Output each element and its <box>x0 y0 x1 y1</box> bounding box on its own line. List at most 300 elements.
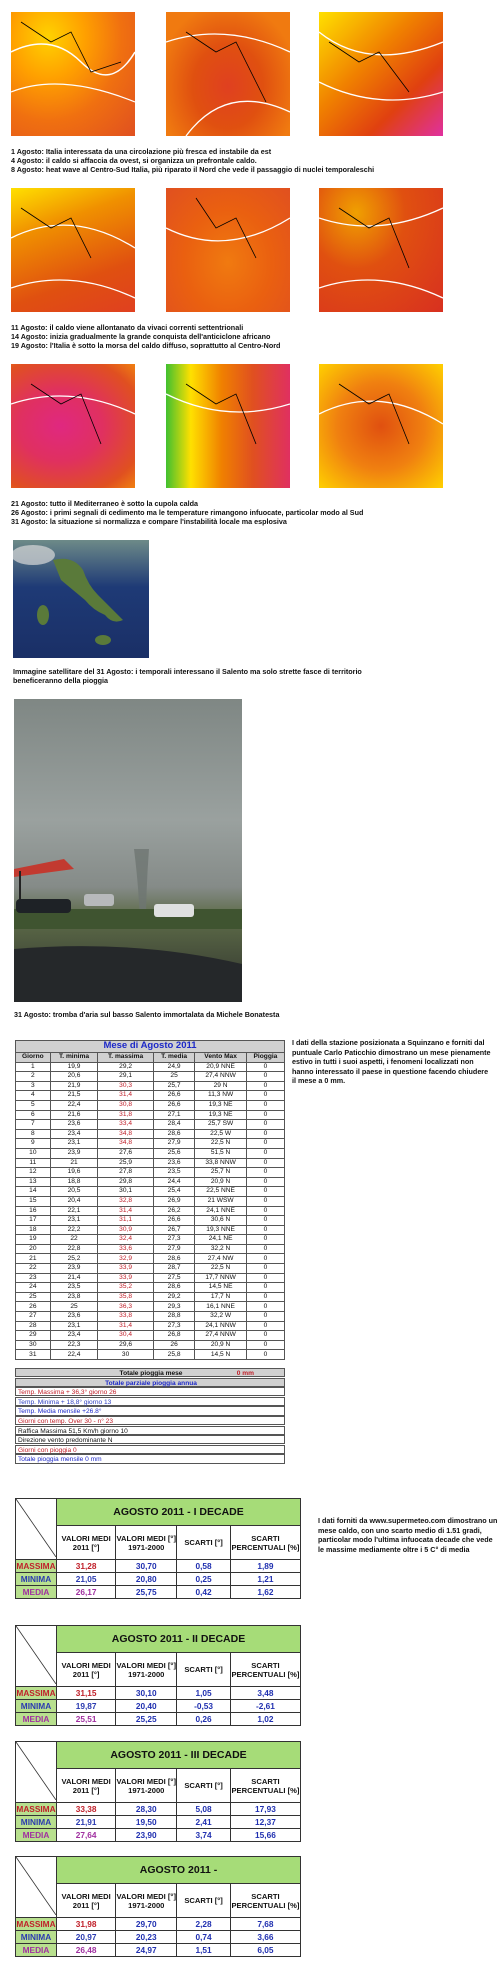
table-cell: 11,3 NW <box>195 1091 247 1101</box>
table-cell: 32,9 <box>98 1254 154 1264</box>
summary-line <box>15 1368 285 1377</box>
table-cell: 33,6 <box>98 1244 154 1254</box>
table-row <box>16 1187 285 1197</box>
table-cell: 30 <box>98 1350 154 1360</box>
table-cell: 30,9 <box>98 1225 154 1235</box>
table-cell: 22,3 <box>50 1340 98 1350</box>
decade-cell: 2,41 <box>177 1816 231 1829</box>
weather-map-9 <box>319 364 443 488</box>
table-cell: 28 <box>16 1321 51 1331</box>
table-cell: 21,9 <box>50 1081 98 1091</box>
weather-map-8 <box>166 364 290 488</box>
decade-row <box>16 1586 301 1599</box>
table-cell: 0 <box>246 1177 284 1187</box>
table-cell: 29,6 <box>98 1340 154 1350</box>
summary-text: Giorni con pioggia 0 <box>18 1446 77 1454</box>
table-cell: 26 <box>16 1302 51 1312</box>
table-row <box>16 1225 285 1235</box>
table-cell: 15 <box>16 1196 51 1206</box>
decade-col-header: SCARTI [°] <box>177 1769 231 1803</box>
table-row <box>16 1321 285 1331</box>
table-cell: 22,4 <box>50 1350 98 1360</box>
decade-cell: 2,28 <box>177 1918 231 1931</box>
table-cell: 28,8 <box>153 1312 194 1322</box>
station-note: I dati della stazione posizionata a Squinzano e forniti dal puntuale Carlo Paticchio dimostrano un mese pienamente estivo in tutti i suoi aspetti, i fenomeni localizzati non hanno interessato il paese in questione facendo chiudere il mese a 0 mm. <box>292 1038 491 1086</box>
table-cell: 0 <box>246 1062 284 1072</box>
table-cell: 0 <box>246 1312 284 1322</box>
table-cell: 29,2 <box>98 1062 154 1072</box>
table-row <box>16 1177 285 1187</box>
table-cell: 17,7 NNW <box>195 1273 247 1283</box>
table-cell: 36,3 <box>98 1302 154 1312</box>
table-cell: 13 <box>16 1177 51 1187</box>
table-cell: 0 <box>246 1129 284 1139</box>
decade-cell: MEDIA <box>16 1829 57 1842</box>
table-cell: 29 N <box>195 1081 247 1091</box>
table-row <box>16 1110 285 1120</box>
table-cell: 24 <box>16 1283 51 1293</box>
table-cell: 22 <box>16 1264 51 1274</box>
table-cell: 31,4 <box>98 1091 154 1101</box>
table-row <box>16 1340 285 1350</box>
table-cell: 16 <box>16 1206 51 1216</box>
table-cell: 33,4 <box>98 1120 154 1130</box>
table-cell: 31,8 <box>98 1110 154 1120</box>
caption-line: 31 Agosto: la situazione si normalizza e compare l'instabilità locale ma esplosiva <box>11 517 287 526</box>
table-cell: 30 <box>16 1340 51 1350</box>
decade-table <box>15 1741 301 1842</box>
decade-cell: 0,58 <box>177 1560 231 1573</box>
decade-cell: MEDIA <box>16 1713 57 1726</box>
table-cell: 18 <box>16 1225 51 1235</box>
table-cell: 19,3 NNE <box>195 1225 247 1235</box>
decade-col-header: VALORI MEDI 2011 [°] <box>57 1653 116 1687</box>
table-cell: 51,5 N <box>195 1148 247 1158</box>
table-cell: 34,8 <box>98 1129 154 1139</box>
decade-cell: -0,53 <box>177 1700 231 1713</box>
table-cell: 27,4 NNW <box>195 1331 247 1341</box>
table-cell: 27,6 <box>98 1148 154 1158</box>
summary-line <box>15 1435 285 1444</box>
decade-cell: 20,40 <box>116 1700 177 1713</box>
summary-text: Totale pioggia mensile 0 mm <box>18 1456 102 1464</box>
decade-cell: 26,48 <box>57 1944 116 1957</box>
caption-line: 4 Agosto: il caldo si affaccia da ovest, si organizza un prefrontale caldo. <box>11 156 257 165</box>
summary-text: Temp. Massima + 36,3° giorno 26 <box>18 1389 117 1397</box>
table-row <box>16 1264 285 1274</box>
table-cell: 0 <box>246 1244 284 1254</box>
decade-cell: MEDIA <box>16 1944 57 1957</box>
decade-title: AGOSTO 2011 - III DECADE <box>57 1742 301 1769</box>
table-cell: 22,4 <box>50 1100 98 1110</box>
table-cell: 29 <box>16 1331 51 1341</box>
decade-col-header: SCARTI PERCENTUALI [%] <box>230 1653 300 1687</box>
table-cell: 20,9 N <box>195 1340 247 1350</box>
table-cell: 11 <box>16 1158 51 1168</box>
table-cell: 33,9 <box>98 1273 154 1283</box>
weather-map-4 <box>11 188 135 312</box>
table-cell: 0 <box>246 1100 284 1110</box>
decade-cell: 24,97 <box>116 1944 177 1957</box>
table-cell: 25 <box>50 1302 98 1312</box>
table-cell: 2 <box>16 1072 51 1082</box>
photo-scene <box>14 699 242 1002</box>
table-cell: 25,9 <box>98 1158 154 1168</box>
decade-cell: 25,25 <box>116 1713 177 1726</box>
decade-table <box>15 1498 301 1599</box>
caption-line: 11 Agosto: il caldo viene allontanato da vivaci correnti settentrionali <box>11 323 244 332</box>
decade-cell: 1,05 <box>177 1687 231 1700</box>
table-cell: 28,7 <box>153 1264 194 1274</box>
decade-cell: 26,17 <box>57 1586 116 1599</box>
decade-cell: MASSIMA <box>16 1688 56 1698</box>
corner-cell <box>16 1742 57 1803</box>
decade-row <box>16 1931 301 1944</box>
table-row <box>16 1081 285 1091</box>
table-cell: 4 <box>16 1091 51 1101</box>
table-cell: 0 <box>246 1158 284 1168</box>
decade-note: I dati forniti da www.supermeteo.com dimostrano un mese caldo, con uno scarto medio di 1.51 gradi, particolar modo l'ultima infuocata decade che vede le massime mediamente oltre i 5 C° di media <box>318 1516 498 1554</box>
decade-row <box>16 1687 301 1700</box>
decade-cell: 30,10 <box>116 1687 177 1700</box>
table-cell: 34,8 <box>98 1139 154 1149</box>
table-cell: 22 <box>50 1235 98 1245</box>
decade-col-header: VALORI MEDI [°] 1971-2000 <box>116 1653 177 1687</box>
table-cell: 32,8 <box>98 1196 154 1206</box>
table-row <box>16 1292 285 1302</box>
decade-cell: 27,64 <box>57 1829 116 1842</box>
decade-col-header: SCARTI [°] <box>177 1526 231 1560</box>
table-row <box>16 1283 285 1293</box>
weather-map-2 <box>166 12 290 136</box>
decade-table <box>15 1625 301 1726</box>
decade-col-header: SCARTI PERCENTUALI [%] <box>230 1769 300 1803</box>
table-row <box>16 1120 285 1130</box>
table-cell: 21,4 <box>50 1273 98 1283</box>
decade-cell: 1,62 <box>230 1586 300 1599</box>
decade-cell: MEDIA <box>16 1586 57 1599</box>
table-cell: 35,2 <box>98 1283 154 1293</box>
table-cell: 0 <box>246 1168 284 1178</box>
table-cell: 23,9 <box>50 1148 98 1158</box>
table-cell: 0 <box>246 1264 284 1274</box>
table-cell: 23,1 <box>50 1321 98 1331</box>
weather-map-7 <box>11 364 135 488</box>
decade-col-header: SCARTI PERCENTUALI [%] <box>230 1884 300 1918</box>
table-cell: 22,5 NNE <box>195 1187 247 1197</box>
table-cell: 24,9 <box>153 1062 194 1072</box>
summary-text: Temp. Media mensile +26.8° <box>18 1408 102 1416</box>
table-cell: 0 <box>246 1196 284 1206</box>
decade-title: AGOSTO 2011 - I DECADE <box>57 1499 301 1526</box>
corner-cell <box>16 1857 57 1918</box>
weather-map-3 <box>319 12 443 136</box>
table-row <box>16 1206 285 1216</box>
caption-line: 14 Agosto: inizia gradualmente la grande conquista dell'anticiclone africano <box>11 332 271 341</box>
table-row <box>16 1168 285 1178</box>
summary-line <box>15 1454 285 1463</box>
decade-cell: MASSIMA <box>16 1561 56 1571</box>
table-cell: 28,6 <box>153 1129 194 1139</box>
caption-line: beneficeranno della pioggia <box>13 676 109 685</box>
table-cell: 0 <box>246 1350 284 1360</box>
col-header: T. media <box>153 1053 194 1063</box>
table-cell: 23,6 <box>50 1312 98 1322</box>
station-header-row <box>16 1053 285 1063</box>
caption-line: Immagine satellitare del 31 Agosto: i temporali interessano il Salento ma solo strette fasce di territorio <box>13 667 362 676</box>
decade-cell: 28,30 <box>116 1803 177 1816</box>
table-row <box>16 1244 285 1254</box>
table-cell: 32,2 W <box>195 1312 247 1322</box>
table-cell: 29,3 <box>153 1302 194 1312</box>
table-cell: 0 <box>246 1283 284 1293</box>
table-row <box>16 1139 285 1149</box>
caption-line: 8 Agosto: heat wave al Centro-Sud Italia, più riparato il Nord che vede il passaggio di nuclei temporaleschi <box>11 165 375 174</box>
decade-cell: 31,28 <box>57 1560 116 1573</box>
summary-text: Raffica Massima 51,5 Km/h giorno 10 <box>18 1427 128 1435</box>
table-cell: 30,8 <box>98 1100 154 1110</box>
table-cell: 26,8 <box>153 1331 194 1341</box>
decade-cell: 21,05 <box>57 1573 116 1586</box>
table-cell: 23,1 <box>50 1216 98 1226</box>
table-cell: 35,8 <box>98 1292 154 1302</box>
table-cell: 20,9 NNE <box>195 1062 247 1072</box>
table-cell: 29,1 <box>98 1072 154 1082</box>
decade-cell: 0,42 <box>177 1586 231 1599</box>
table-cell: 17,7 N <box>195 1292 247 1302</box>
table-cell: 31,1 <box>98 1216 154 1226</box>
summary-line <box>15 1445 285 1454</box>
decade-col-header: VALORI MEDI [°] 1971-2000 <box>116 1526 177 1560</box>
weather-map-1 <box>11 12 135 136</box>
table-cell: 14 <box>16 1187 51 1197</box>
table-cell: 25,7 <box>153 1081 194 1091</box>
station-table <box>15 1040 285 1360</box>
decade-cell: 15,66 <box>230 1829 300 1842</box>
decade-cell: 29,70 <box>116 1918 177 1931</box>
table-row <box>16 1350 285 1360</box>
table-cell: 25,2 <box>50 1254 98 1264</box>
table-cell: 27,3 <box>153 1235 194 1245</box>
table-cell: 21,5 <box>50 1091 98 1101</box>
table-cell: 27,4 NNW <box>195 1072 247 1082</box>
decade-col-header: SCARTI [°] <box>177 1653 231 1687</box>
decade-cell: MINIMA <box>16 1573 57 1586</box>
table-cell: 22,5 W <box>195 1129 247 1139</box>
table-cell: 26,6 <box>153 1100 194 1110</box>
table-cell: 25 <box>16 1292 51 1302</box>
summary-text: Totale pioggia mese <box>119 1370 183 1377</box>
decade-col-header: VALORI MEDI [°] 1971-2000 <box>116 1769 177 1803</box>
table-cell: 7 <box>16 1120 51 1130</box>
table-cell: 30,1 <box>98 1187 154 1197</box>
table-cell: 0 <box>246 1072 284 1082</box>
table-cell: 28,6 <box>153 1283 194 1293</box>
table-row <box>16 1148 285 1158</box>
col-header: Pioggia <box>246 1053 284 1063</box>
table-cell: 29,2 <box>153 1292 194 1302</box>
table-row <box>16 1254 285 1264</box>
table-cell: 23,4 <box>50 1129 98 1139</box>
summary-line <box>15 1406 285 1415</box>
decade-cell: 3,74 <box>177 1829 231 1842</box>
table-row <box>16 1196 285 1206</box>
decade-col-header: VALORI MEDI [°] 1971-2000 <box>116 1884 177 1918</box>
table-cell: 23,1 <box>50 1139 98 1149</box>
caption-group-2 <box>11 323 491 350</box>
table-cell: 16,1 NNE <box>195 1302 247 1312</box>
table-cell: 22,2 <box>50 1225 98 1235</box>
table-cell: 19,3 NE <box>195 1110 247 1120</box>
table-cell: 0 <box>246 1273 284 1283</box>
decade-cell: 5,08 <box>177 1803 231 1816</box>
col-header: T. massima <box>98 1053 154 1063</box>
table-cell: 22,1 <box>50 1206 98 1216</box>
table-cell: 0 <box>246 1081 284 1091</box>
table-cell: 14,5 NE <box>195 1283 247 1293</box>
decade-row <box>16 1700 301 1713</box>
table-cell: 18,8 <box>50 1177 98 1187</box>
decade-title: AGOSTO 2011 - II DECADE <box>57 1626 301 1653</box>
table-cell: 28,6 <box>153 1254 194 1264</box>
table-cell: 0 <box>246 1139 284 1149</box>
pressure-isobars <box>11 12 135 136</box>
table-cell: 0 <box>246 1302 284 1312</box>
table-cell: 5 <box>16 1100 51 1110</box>
summary-value: 0 mm <box>236 1370 254 1377</box>
table-cell: 20 <box>16 1244 51 1254</box>
table-cell: 30,3 <box>98 1081 154 1091</box>
col-header: T. minima <box>50 1053 98 1063</box>
table-cell: 31,4 <box>98 1206 154 1216</box>
decade-cell: 0,26 <box>177 1713 231 1726</box>
table-cell: 20,9 N <box>195 1177 247 1187</box>
tornado-photo <box>14 699 242 1002</box>
table-cell: 22,5 N <box>195 1264 247 1274</box>
table-cell: 25,4 <box>153 1187 194 1197</box>
table-cell: 0 <box>246 1340 284 1350</box>
table-cell: 21 <box>50 1158 98 1168</box>
table-cell: 0 <box>246 1321 284 1331</box>
decade-table <box>15 1856 301 1957</box>
table-cell: 21 WSW <box>195 1196 247 1206</box>
table-cell: 31 <box>16 1350 51 1360</box>
table-cell: 6 <box>16 1110 51 1120</box>
table-cell: 20,4 <box>50 1196 98 1206</box>
caption-line: 21 Agosto: tutto il Mediterraneo è sotto la cupola calda <box>11 499 199 508</box>
table-cell: 28,4 <box>153 1120 194 1130</box>
decade-row <box>16 1713 301 1726</box>
table-cell: 0 <box>246 1206 284 1216</box>
table-cell: 27,9 <box>153 1139 194 1149</box>
table-cell: 0 <box>246 1225 284 1235</box>
table-cell: 23,6 <box>153 1158 194 1168</box>
satellite-image <box>13 540 149 658</box>
table-row <box>16 1302 285 1312</box>
decade-row <box>16 1918 301 1931</box>
decade-cell: 1,89 <box>230 1560 300 1573</box>
table-cell: 19,6 <box>50 1168 98 1178</box>
table-cell: 1 <box>16 1062 51 1072</box>
decade-cell: MINIMA <box>16 1931 57 1944</box>
col-header: Vento Max <box>195 1053 247 1063</box>
table-cell: 0 <box>246 1148 284 1158</box>
table-cell: 27,3 <box>153 1321 194 1331</box>
table-cell: 9 <box>16 1139 51 1149</box>
decade-cell: 0,74 <box>177 1931 231 1944</box>
table-cell: 22,5 N <box>195 1139 247 1149</box>
decade-row <box>16 1829 301 1842</box>
table-cell: 26,6 <box>153 1216 194 1226</box>
decade-cell: 3,66 <box>230 1931 300 1944</box>
decade-cell: 20,23 <box>116 1931 177 1944</box>
decade-cell: MASSIMA <box>16 1804 56 1814</box>
table-cell: 3 <box>16 1081 51 1091</box>
table-cell: 32,4 <box>98 1235 154 1245</box>
table-cell: 14,5 N <box>195 1350 247 1360</box>
decade-cell: 17,93 <box>230 1803 300 1816</box>
satellite-caption <box>13 667 493 685</box>
decade-row <box>16 1944 301 1957</box>
table-cell: 0 <box>246 1187 284 1197</box>
table-cell: 12 <box>16 1168 51 1178</box>
table-cell: 0 <box>246 1235 284 1245</box>
decade-cell: 3,48 <box>230 1687 300 1700</box>
table-cell: 0 <box>246 1120 284 1130</box>
decade-cell: MINIMA <box>16 1700 57 1713</box>
col-header: Giorno <box>16 1053 51 1063</box>
decade-col-header: SCARTI PERCENTUALI [%] <box>230 1526 300 1560</box>
decade-col-header: VALORI MEDI 2011 [°] <box>57 1769 116 1803</box>
table-cell: 19,3 NE <box>195 1100 247 1110</box>
table-cell: 26,9 <box>153 1196 194 1206</box>
table-cell: 23,5 <box>50 1283 98 1293</box>
table-row <box>16 1100 285 1110</box>
table-cell: 10 <box>16 1148 51 1158</box>
table-cell: 24,4 <box>153 1177 194 1187</box>
decade-row <box>16 1803 301 1816</box>
table-cell: 23,4 <box>50 1331 98 1341</box>
table-cell: 25,7 SW <box>195 1120 247 1130</box>
station-body <box>16 1062 285 1359</box>
decade-row <box>16 1573 301 1586</box>
table-cell: 23,9 <box>50 1264 98 1274</box>
decade-cell: 1,21 <box>230 1573 300 1586</box>
table-cell: 25,6 <box>153 1148 194 1158</box>
decade-col-header: VALORI MEDI 2011 [°] <box>57 1884 116 1918</box>
corner-cell <box>16 1626 57 1687</box>
table-row <box>16 1273 285 1283</box>
table-cell: 25,8 <box>153 1350 194 1360</box>
table-cell: 17 <box>16 1216 51 1226</box>
table-row <box>16 1216 285 1226</box>
table-cell: 20,5 <box>50 1187 98 1197</box>
decade-cell: 21,91 <box>57 1816 116 1829</box>
decade-cell: 1,51 <box>177 1944 231 1957</box>
summary-line <box>15 1387 285 1396</box>
weather-map-5 <box>166 188 290 312</box>
table-cell: 23,6 <box>50 1120 98 1130</box>
table-cell: 0 <box>246 1216 284 1226</box>
table-row <box>16 1129 285 1139</box>
decade-cell: 19,87 <box>57 1700 116 1713</box>
table-cell: 25,7 N <box>195 1168 247 1178</box>
decade-cell: -2,61 <box>230 1700 300 1713</box>
table-cell: 26,2 <box>153 1206 194 1216</box>
table-cell: 27,4 NW <box>195 1254 247 1264</box>
decade-cell: 30,70 <box>116 1560 177 1573</box>
table-cell: 19 <box>16 1235 51 1245</box>
